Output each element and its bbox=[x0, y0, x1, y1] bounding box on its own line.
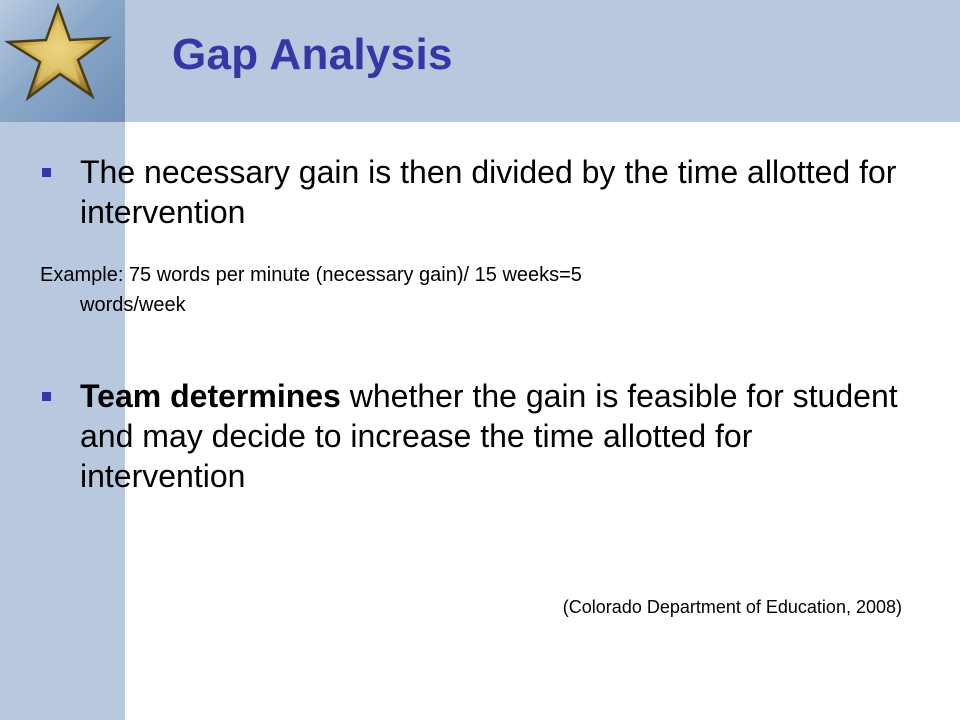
bullet-item bbox=[40, 152, 910, 232]
square-bullet-icon bbox=[42, 392, 51, 401]
header-band bbox=[0, 0, 960, 122]
citation: (Colorado Department of Education, 2008) bbox=[562, 597, 902, 617]
bullet-list-1 bbox=[40, 152, 910, 232]
bullet-text: The necessary gain is then divided by the time allotted for intervention bbox=[80, 154, 897, 230]
bullet-item bbox=[40, 376, 910, 496]
star-logo-icon bbox=[0, 0, 125, 122]
bullet-text: whether the gain is feasible for student and may decide to increase the time allotted for intervention bbox=[80, 378, 898, 494]
bullet-list-2 bbox=[40, 376, 910, 496]
bullet-bold-text: Team determines bbox=[80, 378, 341, 414]
star-logo-tile bbox=[0, 0, 125, 122]
square-bullet-icon bbox=[42, 168, 51, 177]
example-line-2: words/week bbox=[80, 294, 186, 316]
example-line-1: Example: 75 words per minute (necessary gain)/ 15 weeks=5 bbox=[40, 264, 582, 286]
example-text bbox=[40, 260, 800, 320]
slide-title: Gap Analysis bbox=[172, 30, 453, 79]
